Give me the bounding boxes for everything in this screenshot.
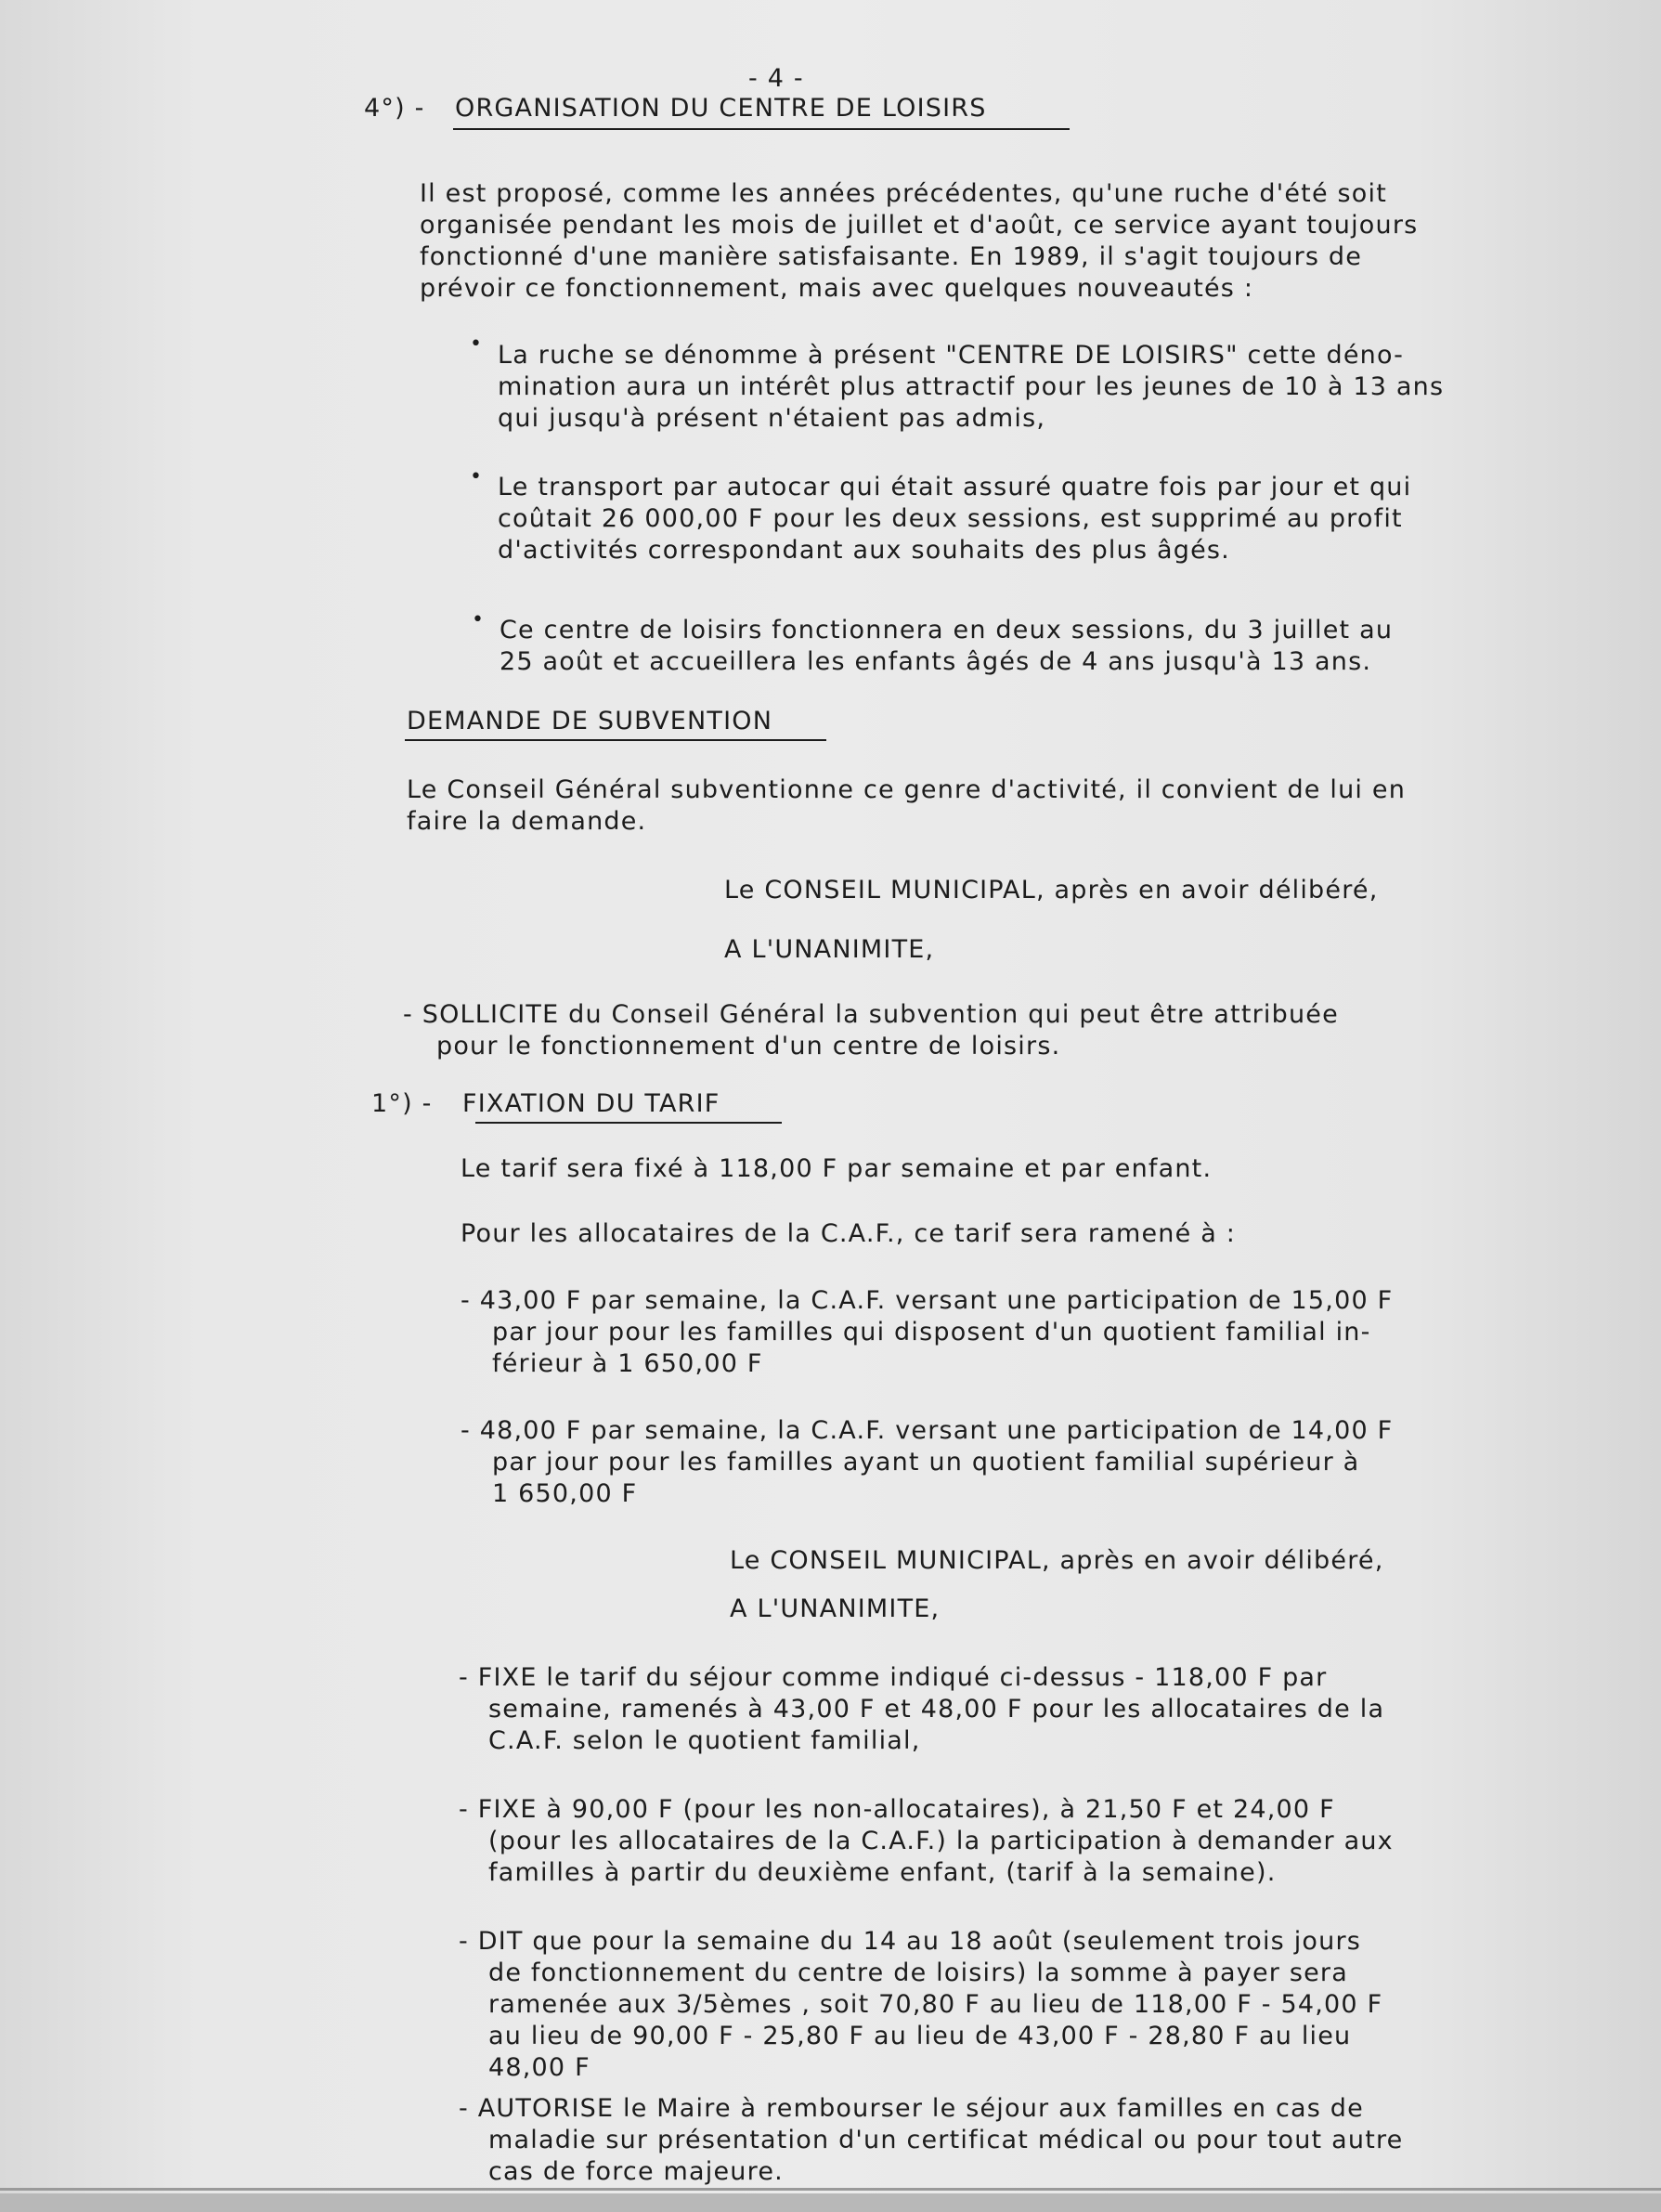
- intro-line: Il est proposé, comme les années précédentes, qu'une ruche d'été soit: [420, 179, 1388, 208]
- tarif-item-line: - 48,00 F par semaine, la C.A.F. versant une participation de 14,00 F: [461, 1416, 1394, 1445]
- decision-line: - DIT que pour la semaine du 14 au 18 août (seulement trois jours: [459, 1927, 1362, 1956]
- tarif-heading: FIXATION DU TARIF: [462, 1089, 720, 1118]
- tarif-text: Pour les allocataires de la C.A.F., ce tarif sera ramené à :: [461, 1219, 1237, 1248]
- bullet-marker: •: [470, 465, 482, 488]
- tarif-text: Le tarif sera fixé à 118,00 F par semaine et par enfant.: [461, 1154, 1213, 1183]
- tarif-item-line: férieur à 1 650,00 F: [492, 1349, 763, 1378]
- bullet-marker: •: [470, 332, 482, 356]
- page-number: - 4 -: [748, 64, 804, 93]
- tarif-item-line: par jour pour les familles ayant un quotient familial supérieur à: [492, 1448, 1360, 1477]
- decision-line: maladie sur présentation d'un certificat médical ou pour tout autre: [488, 2126, 1404, 2154]
- bullet-line: d'activités correspondant aux souhaits des plus âgés.: [498, 536, 1230, 565]
- decision-line: au lieu de 90,00 F - 25,80 F au lieu de 43,00 F - 28,80 F au lieu: [488, 2022, 1352, 2050]
- bullet-line: mination aura un intérêt plus attractif pour les jeunes de 10 à 13 ans: [498, 372, 1445, 401]
- section-number: 4°) -: [364, 94, 425, 123]
- intro-line: prévoir ce fonctionnement, mais avec quelques nouveautés :: [420, 274, 1254, 303]
- bullet-line: coûtait 26 000,00 F pour les deux sessions, est supprimé au profit: [498, 504, 1403, 533]
- bullet-line: Ce centre de loisirs fonctionnera en deux sessions, du 3 juillet au: [500, 616, 1394, 644]
- tarif-item-line: par jour pour les familles qui disposent d'un quotient familial in-: [492, 1318, 1371, 1347]
- decision-line: semaine, ramenés à 43,00 F et 48,00 F pour les allocataires de la: [488, 1695, 1385, 1724]
- decision-line: (pour les allocataires de la C.A.F.) la participation à demander aux: [488, 1827, 1394, 1855]
- decision-line: 48,00 F: [488, 2053, 590, 2082]
- page-bottom-edge: [0, 2188, 1661, 2191]
- decision-line: - FIXE le tarif du séjour comme indiqué ci-dessus - 118,00 F par: [459, 1663, 1328, 1692]
- council-statement: Le CONSEIL MUNICIPAL, après en avoir délibéré,: [730, 1546, 1384, 1575]
- subvention-heading-underline: [405, 739, 826, 741]
- bullet-line: La ruche se dénomme à présent "CENTRE DE LOISIRS" cette déno-: [498, 341, 1405, 370]
- subvention-text-line: faire la demande.: [407, 807, 647, 836]
- section-title: ORGANISATION DU CENTRE DE LOISIRS: [455, 94, 987, 123]
- unanimity-statement: A L'UNANIMITE,: [724, 935, 935, 964]
- subvention-text-line: Le Conseil Général subventionne ce genre d'activité, il convient de lui en: [407, 775, 1407, 804]
- decision-line: ramenée aux 3/5èmes , soit 70,80 F au lieu de 118,00 F - 54,00 F: [488, 1990, 1383, 2019]
- decision-line: - FIXE à 90,00 F (pour les non-allocataires), à 21,50 F et 24,00 F: [459, 1795, 1335, 1824]
- decision-line: - SOLLICITE du Conseil Général la subvention qui peut être attribuée: [403, 1000, 1339, 1029]
- bullet-marker: •: [472, 608, 484, 631]
- tarif-heading-underline: [475, 1122, 782, 1124]
- council-statement: Le CONSEIL MUNICIPAL, après en avoir délibéré,: [724, 876, 1379, 904]
- decision-line: pour le fonctionnement d'un centre de loisirs.: [436, 1032, 1061, 1060]
- decision-line: - AUTORISE le Maire à rembourser le séjour aux familles en cas de: [459, 2094, 1364, 2123]
- tarif-item-line: 1 650,00 F: [492, 1479, 638, 1508]
- subvention-heading: DEMANDE DE SUBVENTION: [407, 707, 773, 735]
- decision-line: de fonctionnement du centre de loisirs) la somme à payer sera: [488, 1958, 1348, 1987]
- bullet-line: Le transport par autocar qui était assuré quatre fois par jour et qui: [498, 473, 1412, 501]
- decision-line: C.A.F. selon le quotient familial,: [488, 1726, 921, 1755]
- section-title-underline: [453, 128, 1070, 130]
- decision-line: familles à partir du deuxième enfant, (tarif à la semaine).: [488, 1858, 1277, 1887]
- unanimity-statement: A L'UNANIMITE,: [730, 1594, 941, 1623]
- scanner-strip: [0, 2193, 1661, 2212]
- bullet-line: qui jusqu'à présent n'étaient pas admis,: [498, 404, 1046, 433]
- tarif-number: 1°) -: [371, 1089, 433, 1118]
- intro-line: fonctionné d'une manière satisfaisante. En 1989, il s'agit toujours de: [420, 242, 1363, 271]
- bullet-line: 25 août et accueillera les enfants âgés de 4 ans jusqu'à 13 ans.: [500, 647, 1372, 676]
- intro-line: organisée pendant les mois de juillet et d'août, ce service ayant toujours: [420, 211, 1419, 240]
- decision-line: cas de force majeure.: [488, 2157, 784, 2186]
- tarif-item-line: - 43,00 F par semaine, la C.A.F. versant une participation de 15,00 F: [461, 1286, 1394, 1315]
